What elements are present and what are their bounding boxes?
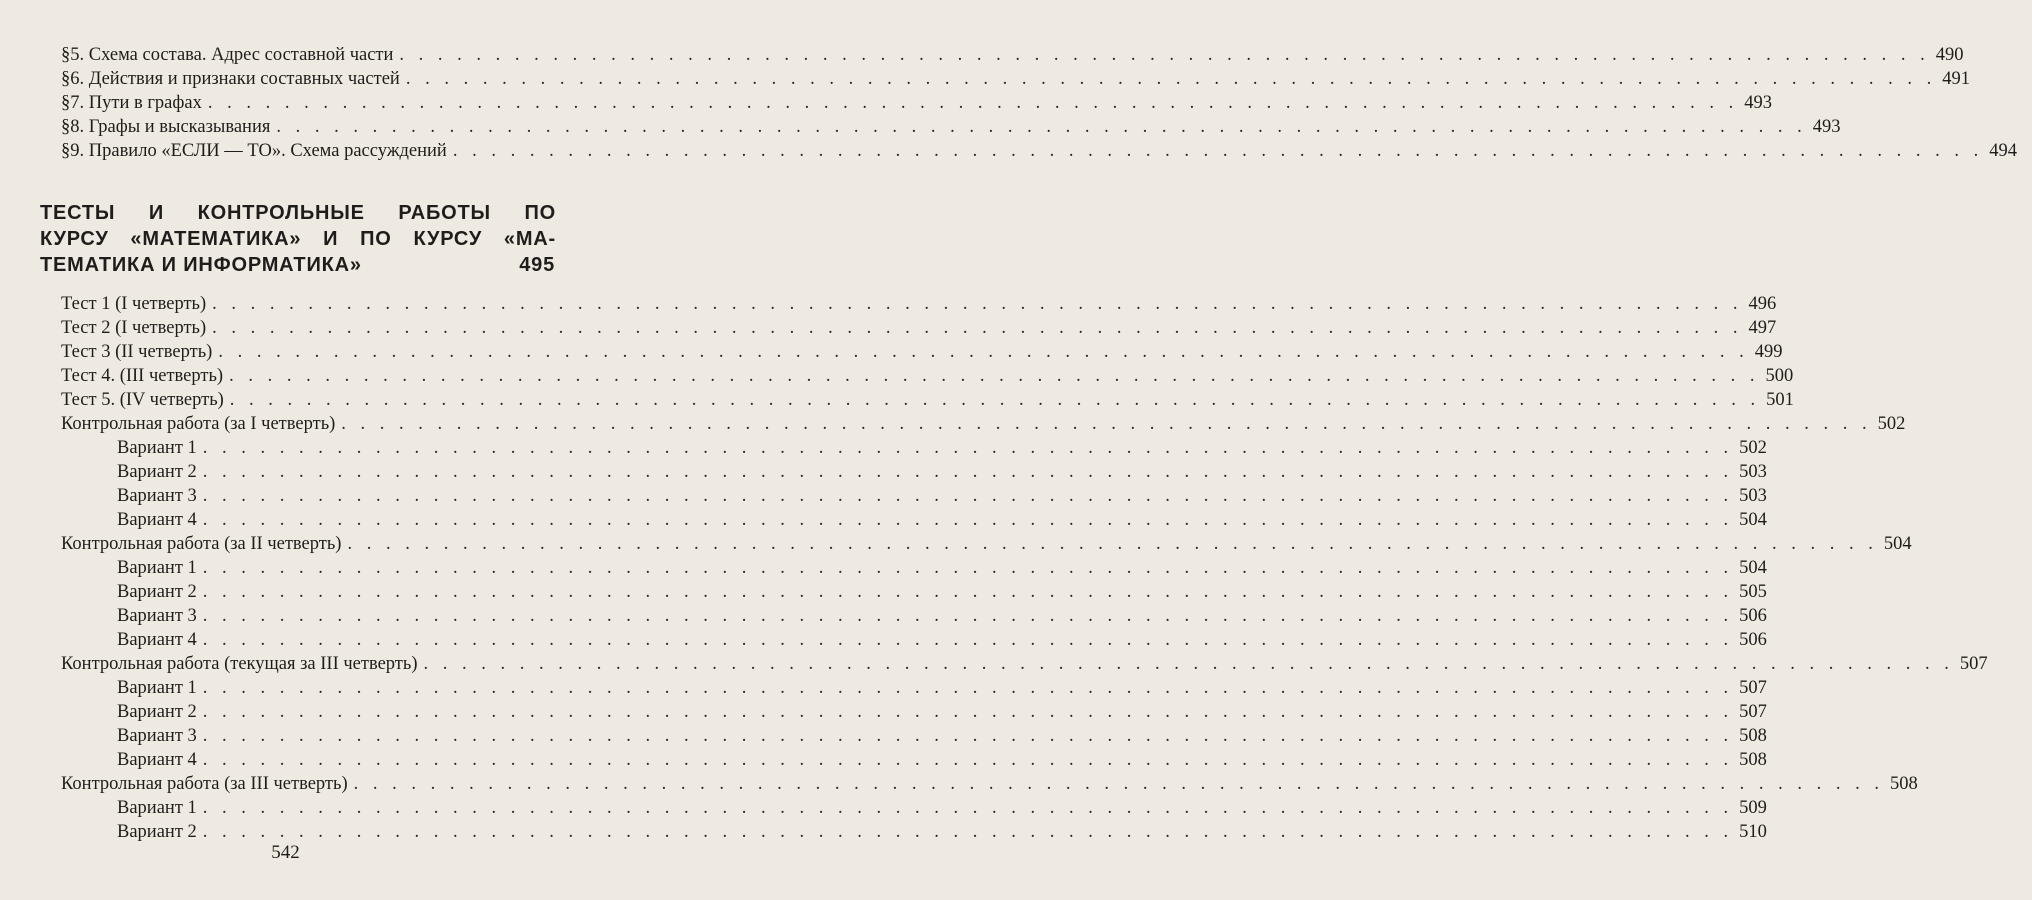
toc-entry — [0, 67, 1970, 91]
toc-entry-page: 508 — [1739, 726, 1767, 746]
dot-leader: . . . . . . . . . . . . . . . . . . . . . . . . . . . . . . . . . . . . . . . . . . . . . . . . . . . . . . . . . . . . . . . . . . . . . . . . . . . . . . . . — [399, 45, 1930, 65]
toc-entry-label: Вариант 1 — [117, 558, 197, 578]
dot-leader: . . . . . . . . . . . . . . . . . . . . . . . . . . . . . . . . . . . . . . . . . . . . . . . . . . . . . . . . . . . . . . . . . . . . . . . . . . . . . . . . — [202, 558, 1734, 578]
dot-leader: . . . . . . . . . . . . . . . . . . . . . . . . . . . . . . . . . . . . . . . . . . . . . . . . . . . . . . . . . . . . . . . . . . . . . . . . . . . . . . . . — [276, 117, 1807, 137]
toc-entry — [0, 316, 1777, 340]
toc-entry-page: 496 — [1748, 294, 1777, 314]
toc-entry-page: 491 — [1942, 69, 1970, 89]
toc-entry-label: Вариант 2 — [117, 702, 197, 722]
dot-leader: . . . . . . . . . . . . . . . . . . . . . . . . . . . . . . . . . . . . . . . . . . . . . . . . . . . . . . . . . . . . . . . . . . . . . . . . . . . . . . . . — [229, 390, 1761, 410]
toc-entry-label: Вариант 4 — [117, 510, 197, 530]
toc-entry — [0, 508, 1767, 532]
toc-entry — [0, 820, 1767, 844]
toc-entry — [0, 676, 1767, 700]
toc-entry-page: 506 — [1739, 606, 1767, 626]
toc-entry-label: Тест 5. (IV четверть) — [61, 390, 224, 410]
toc-entry-label: Контрольная работа (за I четверть) — [61, 414, 336, 434]
toc-entry — [0, 436, 1767, 460]
section-heading-line-1: ТЕСТЫ И КОНТРОЛЬНЫЕ РАБОТЫ ПО — [40, 202, 556, 224]
toc-entry-label: Вариант 3 — [117, 726, 197, 746]
toc-entry — [0, 628, 1767, 652]
toc-entry-page: 506 — [1739, 630, 1767, 650]
toc-entry-label: §6. Действия и признаки составных частей — [61, 69, 400, 89]
toc-entry-page: 494 — [1989, 141, 2017, 161]
toc-entry-page: 509 — [1739, 798, 1767, 818]
toc-entry-label: Вариант 2 — [117, 582, 197, 602]
toc-entry — [0, 139, 2017, 163]
toc-entry — [0, 484, 1767, 508]
toc-entry-label: Контрольная работа (за II четверть) — [61, 534, 342, 554]
toc-entry-page: 505 — [1739, 582, 1767, 602]
toc-entry — [0, 460, 1767, 484]
dot-leader: . . . . . . . . . . . . . . . . . . . . . . . . . . . . . . . . . . . . . . . . . . . . . . . . . . . . . . . . . . . . . . . . . . . . . . . . . . . . . . . . — [202, 630, 1734, 650]
toc-entry-page: 507 — [1739, 702, 1767, 722]
toc-entry-label: Вариант 3 — [117, 606, 197, 626]
dot-leader: . . . . . . . . . . . . . . . . . . . . . . . . . . . . . . . . . . . . . . . . . . . . . . . . . . . . . . . . . . . . . . . . . . . . . . . . . . . . . . . . — [353, 774, 1884, 794]
dot-leader: . . . . . . . . . . . . . . . . . . . . . . . . . . . . . . . . . . . . . . . . . . . . . . . . . . . . . . . . . . . . . . . . . . . . . . . . . . . . . . . . — [202, 726, 1734, 746]
toc-entry-page: 510 — [1739, 822, 1767, 842]
dot-leader: . . . . . . . . . . . . . . . . . . . . . . . . . . . . . . . . . . . . . . . . . . . . . . . . . . . . . . . . . . . . . . . . . . . . . . . . . . . . . . . . — [202, 438, 1734, 458]
toc-entry-page: 502 — [1739, 438, 1767, 458]
toc-entry — [0, 580, 1767, 604]
dot-leader: . . . . . . . . . . . . . . . . . . . . . . . . . . . . . . . . . . . . . . . . . . . . . . . . . . . . . . . . . . . . . . . . . . . . . . . . . . . . . . . . — [202, 702, 1734, 722]
toc-entry-page: 503 — [1739, 486, 1767, 506]
dot-leader: . . . . . . . . . . . . . . . . . . . . . . . . . . . . . . . . . . . . . . . . . . . . . . . . . . . . . . . . . . . . . . . . . . . . . . . . . . . . . . . . — [347, 534, 1878, 554]
section-heading-line-3-row — [40, 252, 556, 278]
toc-entry-page: 504 — [1883, 534, 1912, 554]
toc-entry-label: Вариант 1 — [117, 678, 197, 698]
toc-entry — [0, 292, 1777, 316]
page-number: 542 — [271, 842, 300, 863]
toc-entry — [0, 412, 1906, 436]
toc-entry-page: 503 — [1739, 462, 1767, 482]
toc-entry-label: Тест 1 (I четверть) — [61, 294, 207, 314]
dot-leader: . . . . . . . . . . . . . . . . . . . . . . . . . . . . . . . . . . . . . . . . . . . . . . . . . . . . . . . . . . . . . . . . . . . . . . . . . . . . . . . . — [423, 654, 1954, 674]
section-heading-page: 495 — [519, 254, 555, 276]
toc-entry-page: 502 — [1877, 414, 1906, 434]
toc-entry-page: 493 — [1744, 93, 1772, 113]
toc-entry — [0, 604, 1767, 628]
toc-entry — [0, 364, 1794, 388]
toc-entry-label: §8. Графы и высказывания — [61, 117, 271, 137]
dot-leader: . . . . . . . . . . . . . . . . . . . . . . . . . . . . . . . . . . . . . . . . . . . . . . . . . . . . . . . . . . . . . . . . . . . . . . . . . . . . . . . . — [202, 678, 1734, 698]
toc-entry-label: Контрольная работа (текущая за III четверть) — [61, 654, 418, 674]
toc-entry — [0, 532, 1912, 556]
toc-entry-page: 493 — [1812, 117, 1841, 137]
toc-entry-page: 499 — [1754, 342, 1783, 362]
toc-entry-label: Вариант 1 — [117, 798, 197, 818]
dot-leader: . . . . . . . . . . . . . . . . . . . . . . . . . . . . . . . . . . . . . . . . . . . . . . . . . . . . . . . . . . . . . . . . . . . . . . . . . . . . . . . . — [202, 486, 1734, 506]
toc-entry-label: Тест 3 (II четверть) — [61, 342, 213, 362]
toc-entry-label: Вариант 4 — [117, 630, 197, 650]
toc-entry — [0, 388, 1794, 412]
toc-entry — [0, 700, 1767, 724]
dot-leader: . . . . . . . . . . . . . . . . . . . . . . . . . . . . . . . . . . . . . . . . . . . . . . . . . . . . . . . . . . . . . . . . . . . . . . . . . . . . . . . . — [202, 798, 1734, 818]
toc-entry-page: 500 — [1765, 366, 1794, 386]
toc-entry-label: Вариант 3 — [117, 486, 197, 506]
dot-leader: . . . . . . . . . . . . . . . . . . . . . . . . . . . . . . . . . . . . . . . . . . . . . . . . . . . . . . . . . . . . . . . . . . . . . . . . . . . . . . . . — [202, 462, 1734, 482]
toc-top-list — [0, 43, 2017, 163]
dot-leader: . . . . . . . . . . . . . . . . . . . . . . . . . . . . . . . . . . . . . . . . . . . . . . . . . . . . . . . . . . . . . . . . . . . . . . . . . . . . . . . . — [341, 414, 1872, 434]
dot-leader: . . . . . . . . . . . . . . . . . . . . . . . . . . . . . . . . . . . . . . . . . . . . . . . . . . . . . . . . . . . . . . . . . . . . . . . . . . . . . . . . — [207, 93, 1739, 113]
dot-leader: . . . . . . . . . . . . . . . . . . . . . . . . . . . . . . . . . . . . . . . . . . . . . . . . . . . . . . . . . . . . . . . . . . . . . . . . . . . . . . . . — [202, 582, 1734, 602]
toc-entry-label: Контрольная работа (за III четверть) — [61, 774, 348, 794]
dot-leader: . . . . . . . . . . . . . . . . . . . . . . . . . . . . . . . . . . . . . . . . . . . . . . . . . . . . . . . . . . . . . . . . . . . . . . . . . . . . . . . . — [202, 510, 1734, 530]
toc-entry-page: 504 — [1739, 558, 1767, 578]
toc-entry — [0, 556, 1767, 580]
toc-entry-page: 508 — [1890, 774, 1918, 794]
toc-entry-label: Вариант 2 — [117, 822, 197, 842]
dot-leader: . . . . . . . . . . . . . . . . . . . . . . . . . . . . . . . . . . . . . . . . . . . . . . . . . . . . . . . . . . . . . . . . . . . . . . . . . . . . . . . . — [202, 606, 1734, 626]
toc-entry-list — [0, 292, 1988, 844]
toc-entry-page: 508 — [1739, 750, 1767, 770]
toc-entry-page: 507 — [1959, 654, 1988, 674]
toc-entry — [0, 115, 1841, 139]
toc-entry — [0, 724, 1767, 748]
dot-leader: . . . . . . . . . . . . . . . . . . . . . . . . . . . . . . . . . . . . . . . . . . . . . . . . . . . . . . . . . . . . . . . . . . . . . . . . . . . . . . . . — [202, 750, 1734, 770]
toc-entry — [0, 748, 1767, 772]
toc-entry — [0, 340, 1783, 364]
toc-entry-label: Тест 2 (I четверть) — [61, 318, 207, 338]
dot-leader: . . . . . . . . . . . . . . . . . . . . . . . . . . . . . . . . . . . . . . . . . . . . . . . . . . . . . . . . . . . . . . . . . . . . . . . . . . . . . . . . — [452, 141, 1984, 161]
dot-leader: . . . . . . . . . . . . . . . . . . . . . . . . . . . . . . . . . . . . . . . . . . . . . . . . . . . . . . . . . . . . . . . . . . . . . . . . . . . . . . . . — [212, 294, 1743, 314]
toc-entry — [0, 652, 1988, 676]
toc-entry-page: 497 — [1748, 318, 1777, 338]
toc-entry-page: 504 — [1739, 510, 1767, 530]
toc-entry-label: Вариант 1 — [117, 438, 197, 458]
toc-entry-label: Вариант 4 — [117, 750, 197, 770]
dot-leader: . . . . . . . . . . . . . . . . . . . . . . . . . . . . . . . . . . . . . . . . . . . . . . . . . . . . . . . . . . . . . . . . . . . . . . . . . . . . . . . . — [202, 822, 1734, 842]
section-heading-line-3: ТЕМАТИКА И ИНФОРМАТИКА» — [40, 254, 362, 276]
toc-entry-label: §7. Пути в графах — [61, 93, 202, 113]
toc-entry-label: Вариант 2 — [117, 462, 197, 482]
section-heading-line-2: КУРСУ «МАТЕМАТИКА» И ПО КУРСУ «МА- — [40, 228, 556, 250]
dot-leader: . . . . . . . . . . . . . . . . . . . . . . . . . . . . . . . . . . . . . . . . . . . . . . . . . . . . . . . . . . . . . . . . . . . . . . . . . . . . . . . . — [212, 318, 1743, 338]
toc-entry-label: §5. Схема состава. Адрес составной части — [61, 45, 394, 65]
toc-entry-page: 490 — [1935, 45, 1964, 65]
toc-entry — [0, 91, 1772, 115]
toc-entry — [0, 772, 1918, 796]
toc-entry-label: §9. Правило «ЕСЛИ — ТО». Схема рассуждений — [61, 141, 447, 161]
dot-leader: . . . . . . . . . . . . . . . . . . . . . . . . . . . . . . . . . . . . . . . . . . . . . . . . . . . . . . . . . . . . . . . . . . . . . . . . . . . . . . . . — [405, 69, 1937, 89]
toc-entry-label: Тест 4. (III четверть) — [61, 366, 224, 386]
section-heading — [40, 200, 556, 278]
dot-leader: . . . . . . . . . . . . . . . . . . . . . . . . . . . . . . . . . . . . . . . . . . . . . . . . . . . . . . . . . . . . . . . . . . . . . . . . . . . . . . . . — [229, 366, 1760, 386]
dot-leader: . . . . . . . . . . . . . . . . . . . . . . . . . . . . . . . . . . . . . . . . . . . . . . . . . . . . . . . . . . . . . . . . . . . . . . . . . . . . . . . . — [218, 342, 1749, 362]
toc-entry — [0, 796, 1767, 820]
toc-entry-page: 501 — [1766, 390, 1794, 410]
toc-entry-page: 507 — [1739, 678, 1767, 698]
toc-entry — [0, 43, 1964, 67]
